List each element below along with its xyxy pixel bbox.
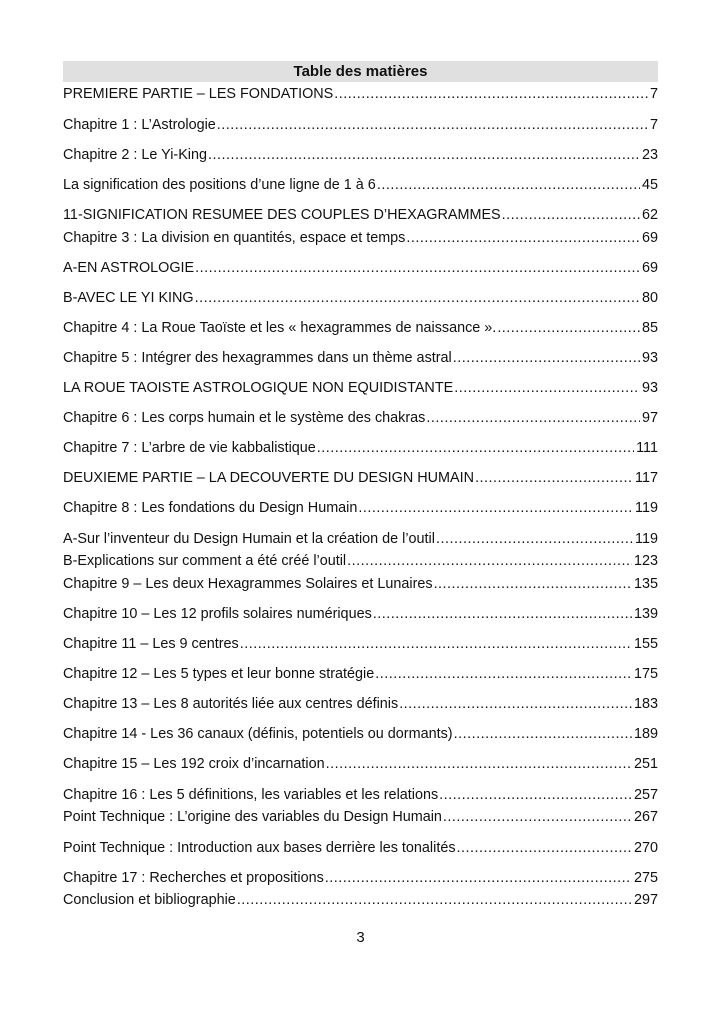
toc-entry-page: 117 [635, 470, 658, 486]
toc-entry-title: Chapitre 14 - Les 36 canaux (définis, potentiels ou dormants) [63, 726, 453, 742]
toc-entry [63, 694, 658, 714]
toc-entry [63, 468, 658, 488]
toc-entry-title: Chapitre 16 : Les 5 définitions, les variables et les relations [63, 787, 439, 803]
toc-entry-page: 275 [633, 870, 658, 886]
toc-entry [63, 348, 658, 368]
toc-entry-title: Chapitre 12 – Les 5 types et leur bonne stratégie [63, 666, 375, 682]
toc-dot-leader [399, 694, 632, 714]
toc-entry-title: Chapitre 2 : Le Yi-King [63, 147, 207, 163]
toc-entry-page: 135 [633, 576, 658, 592]
toc-entry-page: 111 [636, 440, 658, 456]
toc-entry-title: Conclusion et bibliographie [63, 892, 236, 908]
toc-entry [63, 551, 658, 571]
toc-entry-page: 23 [641, 147, 658, 163]
toc-entry-page: 93 [641, 380, 658, 396]
toc-entry-title: Point Technique : Introduction aux bases derrière les tonalités [63, 840, 456, 856]
toc-entry-title: Chapitre 11 – Les 9 centres [63, 636, 239, 652]
toc-entry-title: LA ROUE TAOISTE ASTROLOGIQUE NON EQUIDISTANTE [63, 380, 454, 396]
toc-entry-page: 69 [641, 230, 658, 246]
toc-dot-leader [436, 529, 633, 549]
toc-entry [63, 604, 658, 624]
toc-entry-title: Chapitre 6 : Les corps humain et le système des chakras [63, 410, 426, 426]
toc-entry-title: Chapitre 15 – Les 192 croix d’incarnation [63, 756, 325, 772]
page-number: 3 [356, 929, 365, 946]
toc-list [63, 0, 658, 920]
toc-entry-page: 297 [633, 892, 658, 908]
toc-dot-leader [377, 175, 640, 195]
toc-dot-leader [454, 378, 640, 398]
toc-dot-leader [195, 258, 640, 278]
toc-entry-page: 93 [641, 350, 658, 366]
toc-entry-page: 45 [641, 177, 658, 193]
toc-dot-leader [439, 785, 632, 805]
toc-entry-title: La signification des positions d’une ligne de 1 à 6 [63, 177, 376, 193]
toc-entry-title: Chapitre 1 : L’Astrologie [63, 117, 216, 133]
toc-entry [63, 890, 658, 910]
toc-dot-leader [208, 145, 640, 165]
toc-entry-page: 267 [633, 809, 658, 825]
toc-entry [63, 574, 658, 594]
toc-entry [63, 84, 658, 104]
toc-entry [63, 408, 658, 428]
toc-dot-leader [434, 574, 632, 594]
toc-dot-leader [454, 724, 632, 744]
toc-entry-page: 85 [641, 320, 658, 336]
toc-entry-page: 80 [641, 290, 658, 306]
toc-entry [63, 438, 658, 458]
toc-entry-page: 62 [641, 207, 658, 223]
toc-entry-page: 175 [633, 666, 658, 682]
toc-entry [63, 288, 658, 308]
toc-entry [63, 205, 658, 225]
toc-dot-leader [373, 604, 632, 624]
toc-entry-title: B-AVEC LE YI KING [63, 290, 194, 306]
toc-entry-title: Chapitre 17 : Recherches et propositions [63, 870, 324, 886]
toc-entry [63, 868, 658, 888]
toc-entry [63, 664, 658, 684]
toc-dot-leader [426, 408, 640, 428]
toc-entry-title: A-Sur l’inventeur du Design Humain et la création de l’outil [63, 531, 435, 547]
toc-entry [63, 228, 658, 248]
toc-dot-leader [240, 634, 632, 654]
toc-dot-leader [237, 890, 632, 910]
toc-entry [63, 378, 658, 398]
toc-entry-page: 189 [633, 726, 658, 742]
toc-entry [63, 498, 658, 518]
toc-dot-leader [195, 288, 640, 308]
toc-entry-page: 119 [635, 531, 658, 547]
toc-entry-page: 123 [633, 553, 658, 569]
toc-entry-title: Chapitre 5 : Intégrer des hexagrammes dans un thème astral [63, 350, 452, 366]
toc-entry [63, 807, 658, 827]
toc-dot-leader [347, 551, 632, 571]
toc-dot-leader [326, 754, 632, 774]
toc-entry-page: 69 [641, 260, 658, 276]
toc-entry-title: Chapitre 9 – Les deux Hexagrammes Solaires et Lunaires [63, 576, 433, 592]
toc-entry-title: 11-SIGNIFICATION RESUMEE DES COUPLES D’HEXAGRAMMES [63, 207, 501, 223]
toc-entry-page: 97 [641, 410, 658, 426]
toc-entry-title: Chapitre 7 : L’arbre de vie kabbalistique [63, 440, 316, 456]
toc-entry-page: 155 [633, 636, 658, 652]
toc-entry-title: A-EN ASTROLOGIE [63, 260, 195, 276]
toc-entry-page: 7 [649, 117, 658, 133]
toc-dot-leader [443, 807, 632, 827]
toc-dot-leader [406, 228, 640, 248]
toc-entry [63, 115, 658, 135]
toc-entry-title: PREMIERE PARTIE – LES FONDATIONS [63, 86, 334, 102]
toc-entry [63, 724, 658, 744]
toc-dot-leader [457, 838, 632, 858]
toc-dot-leader [334, 84, 648, 104]
toc-entry-page: 139 [633, 606, 658, 622]
toc-dot-leader [358, 498, 633, 518]
toc-dot-leader [453, 348, 640, 368]
toc-title: Table des matières [63, 61, 658, 82]
toc-entry [63, 634, 658, 654]
toc-entry-title: Chapitre 3 : La division en quantités, espace et temps [63, 230, 406, 246]
toc-entry [63, 258, 658, 278]
toc-entry [63, 838, 658, 858]
toc-dot-leader [475, 468, 633, 488]
toc-entry [63, 145, 658, 165]
toc-dot-leader [217, 115, 648, 135]
toc-entry-page: 251 [633, 756, 658, 772]
toc-entry [63, 318, 658, 338]
toc-entry-title: Point Technique : L’origine des variables du Design Humain [63, 809, 442, 825]
toc-entry [63, 175, 658, 195]
toc-entry-page: 257 [633, 787, 658, 803]
toc-entry-title: Chapitre 4 : La Roue Taoïste et les « hexagrammes de naissance ». [63, 320, 497, 336]
toc-entry-title: Chapitre 10 – Les 12 profils solaires numériques [63, 606, 372, 622]
toc-dot-leader [325, 868, 632, 888]
toc-dot-leader [502, 205, 640, 225]
toc-entry-title: DEUXIEME PARTIE – LA DECOUVERTE DU DESIGN HUMAIN [63, 470, 475, 486]
toc-entry-title: Chapitre 8 : Les fondations du Design Humain [63, 500, 358, 516]
toc-entry-page: 183 [633, 696, 658, 712]
toc-dot-leader [497, 318, 640, 338]
toc-entry-page: 7 [649, 86, 658, 102]
toc-entry-page: 270 [633, 840, 658, 856]
toc-entry [63, 529, 658, 549]
toc-entry-title: B-Explications sur comment a été créé l’outil [63, 553, 347, 569]
toc-dot-leader [375, 664, 632, 684]
toc-dot-leader [317, 438, 634, 458]
toc-entry-title: Chapitre 13 – Les 8 autorités liée aux centres définis [63, 696, 399, 712]
toc-entry [63, 754, 658, 774]
toc-entry [63, 785, 658, 805]
toc-entry-page: 119 [635, 500, 658, 516]
